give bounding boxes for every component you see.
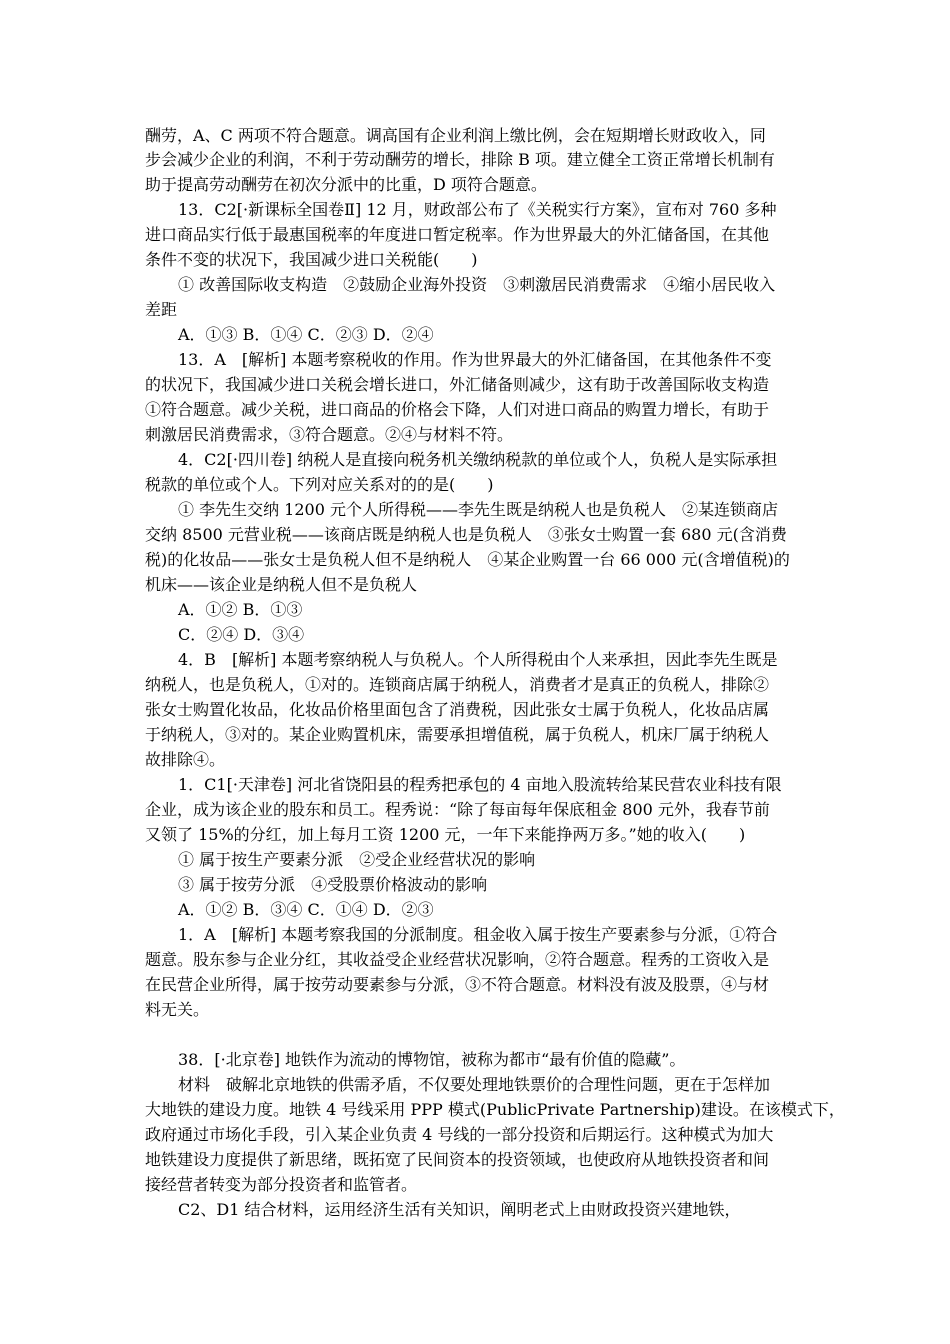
text-line: 又领了 15%的分红，加上每月工资 1200 元，一年下来能挣两万多。”她的收入( ) bbox=[145, 825, 746, 844]
question-38-prompt: C2、D1 结合材料，运用经济生活有关知识，阐明老式上由财政投资兴建地铁， bbox=[178, 1200, 741, 1219]
options-line: ① 改善国际收支构造 ②鼓励企业海外投资 ③刺激居民消费需求 ④缩小居民收入 bbox=[178, 275, 776, 294]
text-line: 机床——该企业是纳税人但不是负税人 bbox=[145, 575, 418, 594]
text-line: 料无关。 bbox=[145, 1000, 210, 1019]
text-line: 接经营者转变为部分投资者和监管者。 bbox=[145, 1175, 418, 1194]
text-line: 条件不变的状况下，我国减少进口关税能( ) bbox=[145, 250, 478, 269]
text-line: 交纳 8500 元营业税——该商店既是纳税人也是负税人 ③张女士购置一套 680 元(含消费 bbox=[145, 525, 787, 544]
answer-analysis: 4．B [解析] 本题考察纳税人与负税人。个人所得税由个人来承担，因此李先生既是 bbox=[178, 650, 778, 669]
question-38-stem: 38．[·北京卷] 地铁作为流动的博物馆，被称为都市“最有价值的隐藏”。 bbox=[178, 1050, 686, 1069]
text-line: 故排除④。 bbox=[145, 750, 226, 769]
text-line: 政府通过市场化手段，引入某企业负责 4 号线的一部分投资和后期运行。这种模式为加大 bbox=[145, 1125, 774, 1144]
question-1-stem: 1．C1[·天津卷] 河北省饶阳县的程秀把承包的 4 亩地入股流转给某民营农业科技有限 bbox=[178, 775, 782, 794]
answer-analysis: 13．A [解析] 本题考察税收的作用。作为世界最大的外汇储备国，在其他条件不变 bbox=[178, 350, 772, 369]
options-line: ③ 属于按劳分派 ④受股票价格波动的影响 bbox=[178, 875, 488, 894]
answer-choices: A．①③ B．①④ C．②③ D．②④ bbox=[178, 325, 434, 344]
text-line: 差距 bbox=[145, 300, 178, 319]
text-line: 企业，成为该企业的股东和员工。程秀说：“除了每亩每年保底租金 800 元外，我春节前 bbox=[145, 800, 770, 819]
material-text: 材料 破解北京地铁的供需矛盾，不仅要处理地铁票价的合理性问题，更在于怎样加 bbox=[178, 1075, 771, 1094]
answer-choices: A．①② B．③④ C．①④ D．②③ bbox=[178, 900, 434, 919]
text-line: 地铁建设力度提供了新思绪，既拓宽了民间资本的投资领域，也使政府从地铁投资者和间 bbox=[145, 1150, 770, 1169]
text-line: 税)的化妆品——张女士是负税人但不是纳税人 ④某企业购置一台 66 000 元(含增值税)的 bbox=[145, 550, 790, 569]
text-line: 刺激居民消费需求，③符合题意。②④与材料不符。 bbox=[145, 425, 514, 444]
text-line: ①符合题意。减少关税，进口商品的价格会下降，人们对进口商品的购置力增长，有助于 bbox=[145, 400, 770, 419]
text-line: 题意。股东参与企业分红，其收益受企业经营状况影响，②符合题意。程秀的工资收入是 bbox=[145, 950, 770, 969]
text-line: 的状况下，我国减少进口关税会增长进口，外汇储备则减少，这有助于改善国际收支构造 bbox=[145, 375, 770, 394]
answer-choices: C．②④ D．③④ bbox=[178, 625, 305, 644]
question-13-stem: 13．C2[·新课标全国卷Ⅱ] 12 月，财政部公布了《关税实行方案》，宣布对 760 多种 bbox=[178, 200, 777, 219]
answer-choices: A．①② B．①③ bbox=[178, 600, 303, 619]
question-4-stem: 4．C2[·四川卷] 纳税人是直接向税务机关缴纳税款的单位或个人，负税人是实际承担 bbox=[178, 450, 778, 469]
text-line: 于纳税人，③对的。某企业购置机床，需要承担增值税，属于负税人，机床厂属于纳税人 bbox=[145, 725, 770, 744]
text-line: 进口商品实行低于最惠国税率的年度进口暂定税率。作为世界最大的外汇储备国，在其他 bbox=[145, 225, 770, 244]
text-line: 大地铁的建设力度。地铁 4 号线采用 PPP 模式(PublicPrivate Partnership)建设。在该模式下， bbox=[145, 1100, 845, 1119]
text-line: 助于提高劳动酬劳在初次分派中的比重，D 项符合题意。 bbox=[145, 175, 547, 194]
text-line: 在民营企业所得，属于按劳动要素参与分派，③不符合题意。材料没有波及股票，④与材 bbox=[145, 975, 770, 994]
text-line: 税款的单位或个人。下列对应关系对的的是( ) bbox=[145, 475, 494, 494]
options-line: ① 属于按生产要素分派 ②受企业经营状况的影响 bbox=[178, 850, 536, 869]
answer-analysis: 1．A [解析] 本题考察我国的分派制度。租金收入属于按生产要素参与分派，①符合 bbox=[178, 925, 778, 944]
text-line: 酬劳，A、C 两项不符合题意。调高国有企业利润上缴比例，会在短期增长财政收入，同 bbox=[145, 126, 766, 145]
text-line: 步会减少企业的利润，不利于劳动酬劳的增长，排除 B 项。建立健全工资正常增长机制有 bbox=[145, 150, 775, 169]
text-line: 纳税人，也是负税人，①对的。连锁商店属于纳税人，消费者才是真正的负税人，排除② bbox=[145, 675, 770, 694]
text-line: 张女士购置化妆品，化妆品价格里面包含了消费税，因此张女士属于负税人，化妆品店属 bbox=[145, 700, 770, 719]
options-line: ① 李先生交纳 1200 元个人所得税——李先生既是纳税人也是负税人 ②某连锁商店 bbox=[178, 500, 778, 519]
